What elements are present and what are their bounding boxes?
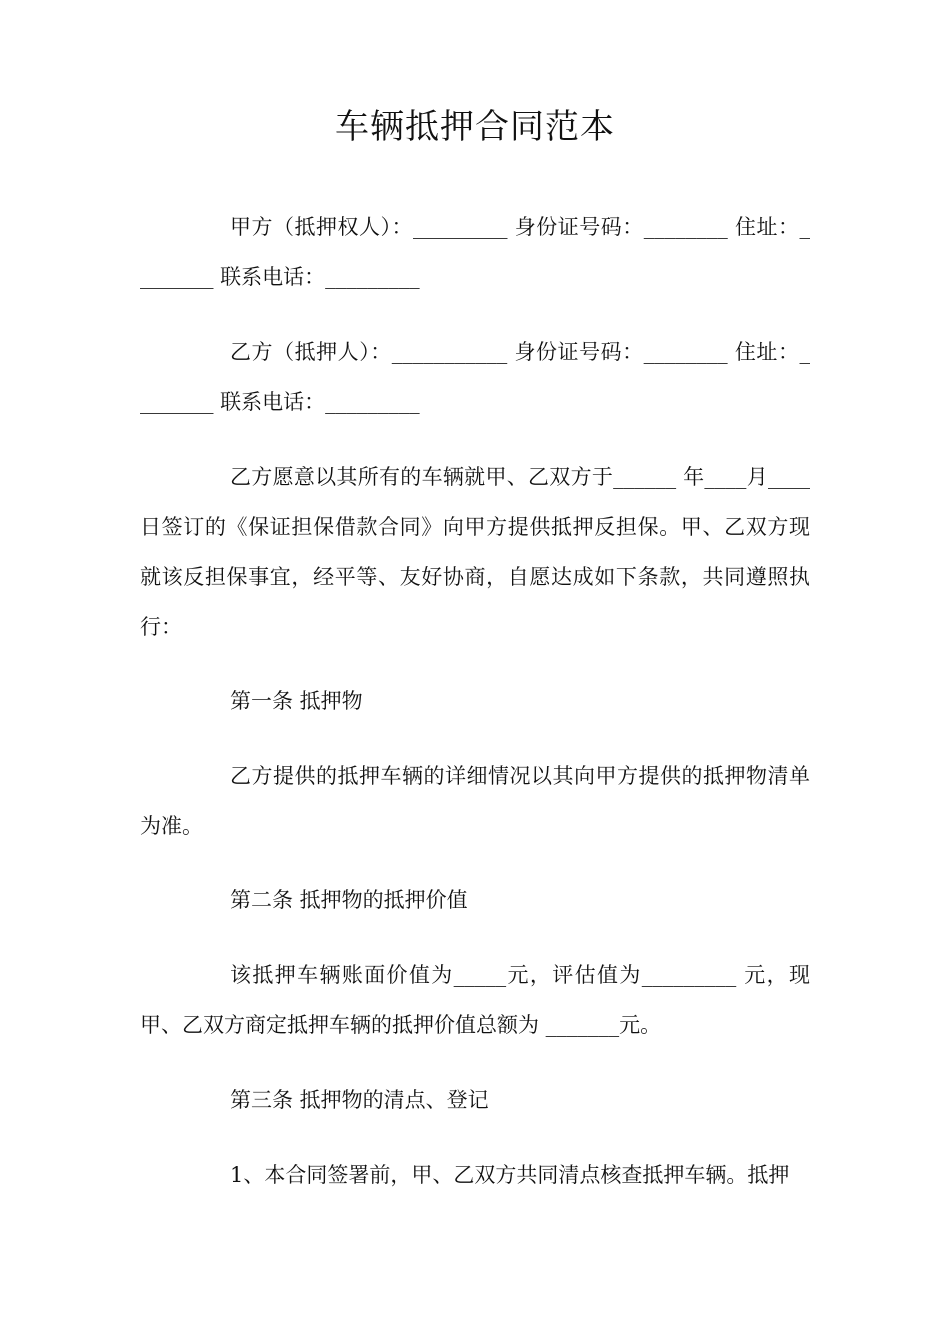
article-2-body: 该抵押车辆账面价值为_____元，评估值为_________ 元，现甲、乙双方商定抵押车辆的抵押价值总额为 _______元。 (140, 963, 810, 1037)
document-page (140, 0, 810, 1344)
preamble-paragraph: 乙方愿意以其所有的车辆就甲、乙双方于______ 年____月____日签订的《保证担保借款合同》向甲方提供抵押反担保。甲、乙双方现就该反担保事宜，经平等、友好协商，自愿达成如下条款，共同遵照执行： (140, 465, 810, 639)
article-3-item-1: 1、本合同签署前，甲、乙双方共同清点核查抵押车辆。抵押 (230, 1163, 790, 1187)
article-3-heading: 第三条 抵押物的清点、登记 (230, 1088, 489, 1112)
document-title: 车辆抵押合同范本 (335, 107, 615, 147)
article-1-heading: 第一条 抵押物 (230, 689, 363, 713)
article-2-heading: 第二条 抵押物的抵押价值 (230, 888, 468, 912)
party-b-info: 乙方（抵押人）：___________ 身份证号码：________ 住址：________ 联系电话：_________ (140, 340, 810, 414)
article-1-body: 乙方提供的抵押车辆的详细情况以其向甲方提供的抵押物清单为准。 (140, 764, 810, 838)
party-a-info: 甲方（抵押权人）：_________ 身份证号码：________ 住址：________ 联系电话：_________ (140, 215, 810, 289)
